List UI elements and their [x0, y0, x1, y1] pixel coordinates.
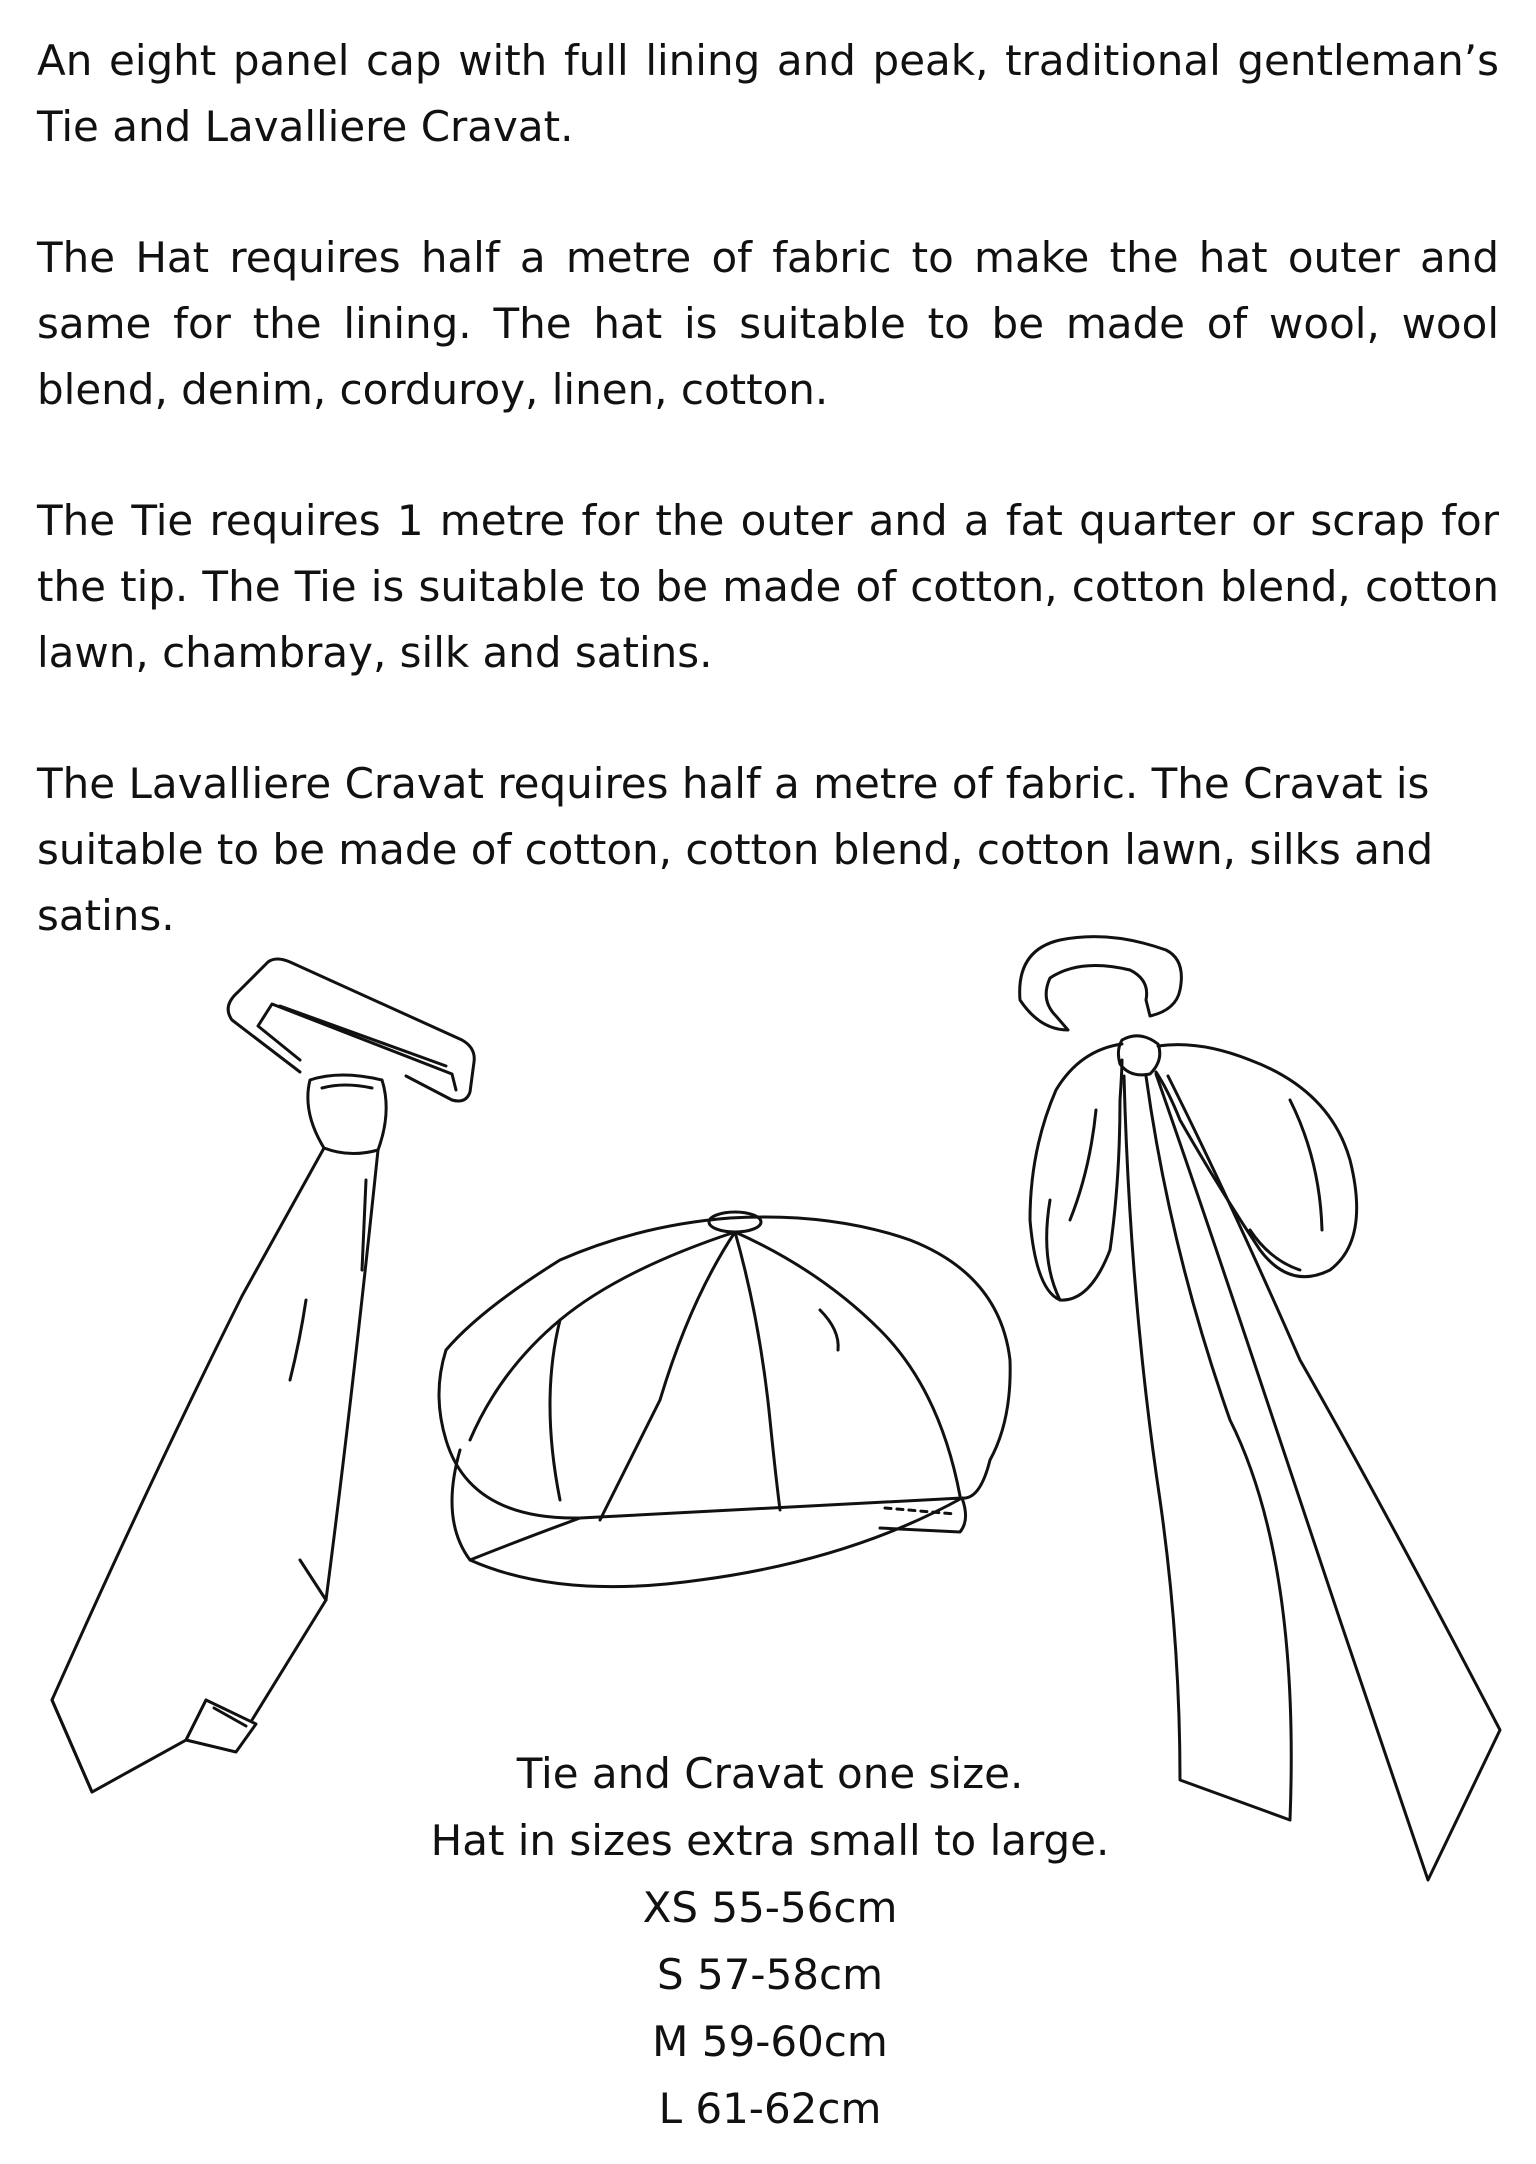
- intro-paragraph-tie: The Tie requires 1 metre for the outer and a fat quarter or scrap for the tip. The Tie is suitable to be made of cotton, cotton blend, cotton lawn, chambray, silk and satins.: [37, 496, 1499, 677]
- size-info: [400, 1740, 1140, 2142]
- size-xs: XS 55-56cm: [642, 1883, 898, 1932]
- tie-icon: [52, 959, 474, 1792]
- cravat-icon: [1020, 937, 1500, 1880]
- size-l: L 61-62cm: [658, 2084, 882, 2133]
- size-note-hat-range: Hat in sizes extra small to large.: [430, 1816, 1110, 1865]
- size-note-one-size: Tie and Cravat one size.: [516, 1749, 1024, 1798]
- intro-paragraph-hat: The Hat requires half a metre of fabric to make the hat outer and same for the lining. The hat is suitable to be made of wool, wool blend, denim, corduroy, linen, cotton.: [37, 233, 1499, 414]
- intro-paragraph-overview: An eight panel cap with full lining and peak, traditional gentleman’s Tie and Lavalliere Cravat.: [37, 36, 1499, 151]
- size-s: S 57-58cm: [656, 1950, 884, 1999]
- flat-cap-icon: [439, 1212, 1010, 1587]
- size-m: M 59-60cm: [652, 2017, 888, 2066]
- intro-paragraph-cravat: The Lavalliere Cravat requires half a metre of fabric. The Cravat is suitable to be made of cotton, cotton blend, cotton lawn, silks and satins.: [37, 759, 1434, 940]
